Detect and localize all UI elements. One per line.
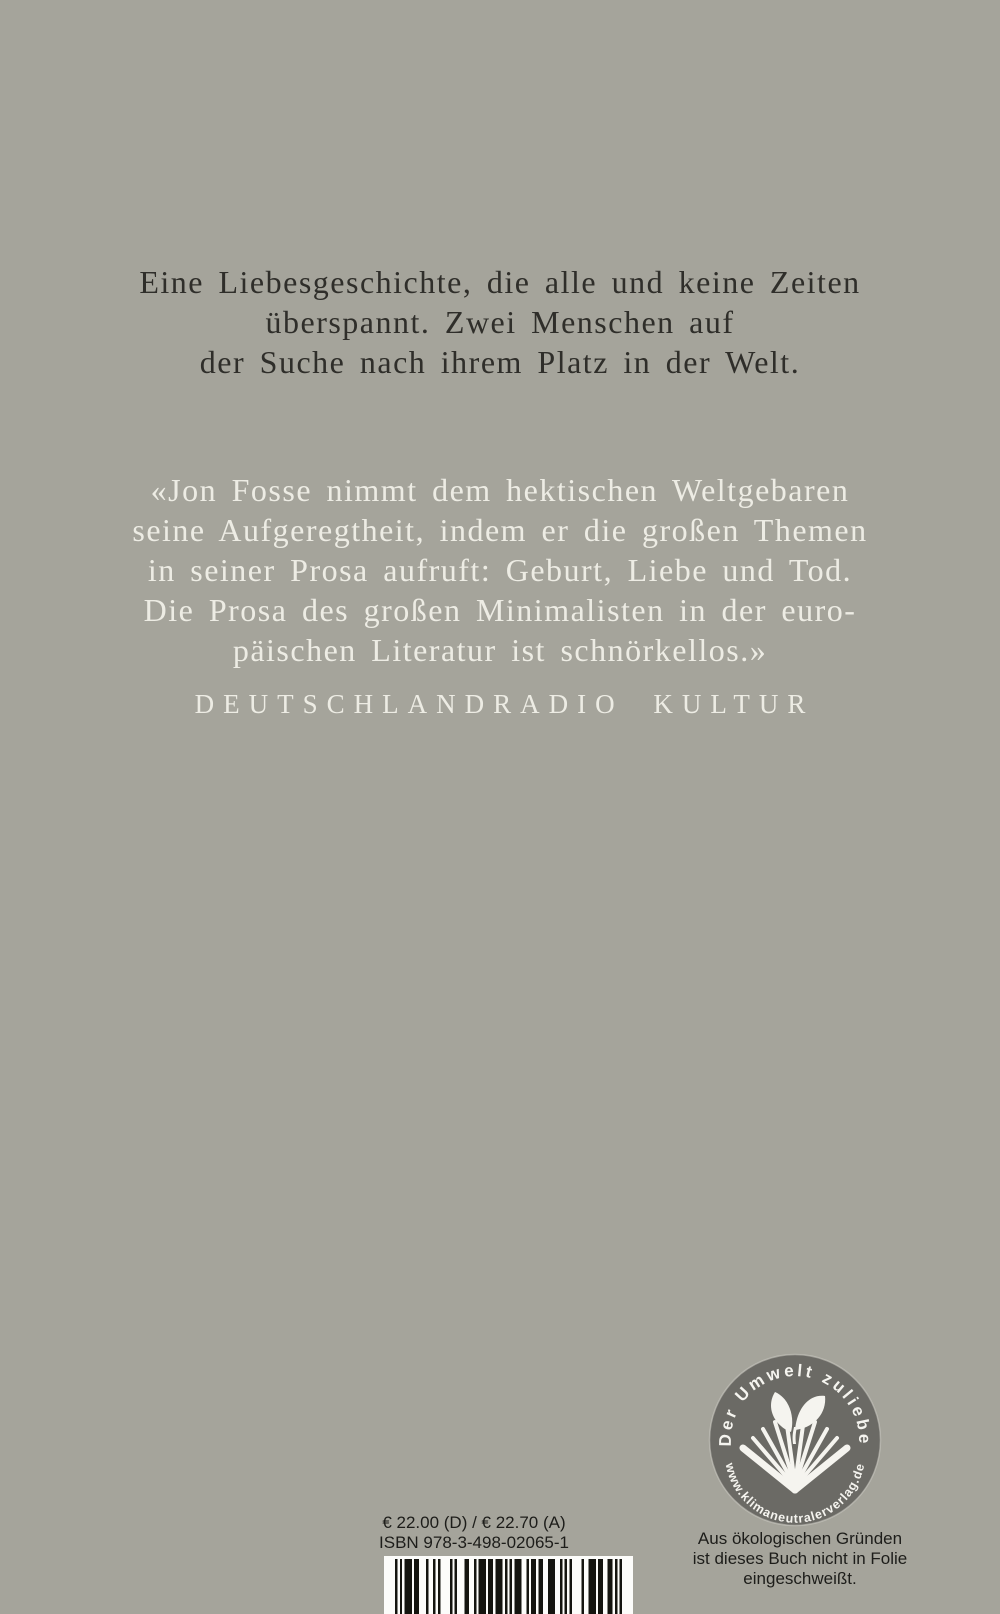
headline-line: überspannt. Zwei Menschen auf xyxy=(265,304,735,340)
press-quote-line: in seiner Prosa aufruft: Geburt, Liebe und Tod. xyxy=(147,552,853,588)
badge-bottom-arc-text: www.klimaneutralerverlag.de xyxy=(722,1461,868,1526)
press-quote xyxy=(0,470,1000,670)
press-quote-line: «Jon Fosse nimmt dem hektischen Weltgebaren xyxy=(150,472,850,508)
quote-attribution: DEUTSCHLANDRADIO KULTUR xyxy=(194,689,815,719)
isbn-text: ISBN 978-3-498-02065-1 xyxy=(379,1533,569,1552)
press-quote-line: Die Prosa des großen Minimalisten in der euro- xyxy=(143,592,857,628)
press-quote-line: päischen Literatur ist schnörkellos.» xyxy=(232,632,768,668)
press-quote-line: seine Aufgeregtheit, indem er die großen Themen xyxy=(132,512,868,548)
badge-top-arc-text: Der Umwelt zuliebe xyxy=(715,1360,875,1447)
eco-note-line: Aus ökologischen Gründen xyxy=(697,1529,903,1548)
barcode xyxy=(384,1556,633,1614)
headline-block xyxy=(0,262,1000,382)
price-text: € 22.00 (D) / € 22.70 (A) xyxy=(382,1513,566,1532)
climate-neutral-badge xyxy=(707,1352,883,1528)
headline-line: der Suche nach ihrem Platz in der Welt. xyxy=(199,344,801,380)
eco-note-line: eingeschweißt. xyxy=(743,1569,857,1588)
eco-note xyxy=(640,1529,960,1589)
headline-line: Eine Liebesgeschichte, die alle und keine Zeiten xyxy=(139,264,861,300)
eco-note-line: ist dieses Buch nicht in Folie xyxy=(692,1549,908,1568)
